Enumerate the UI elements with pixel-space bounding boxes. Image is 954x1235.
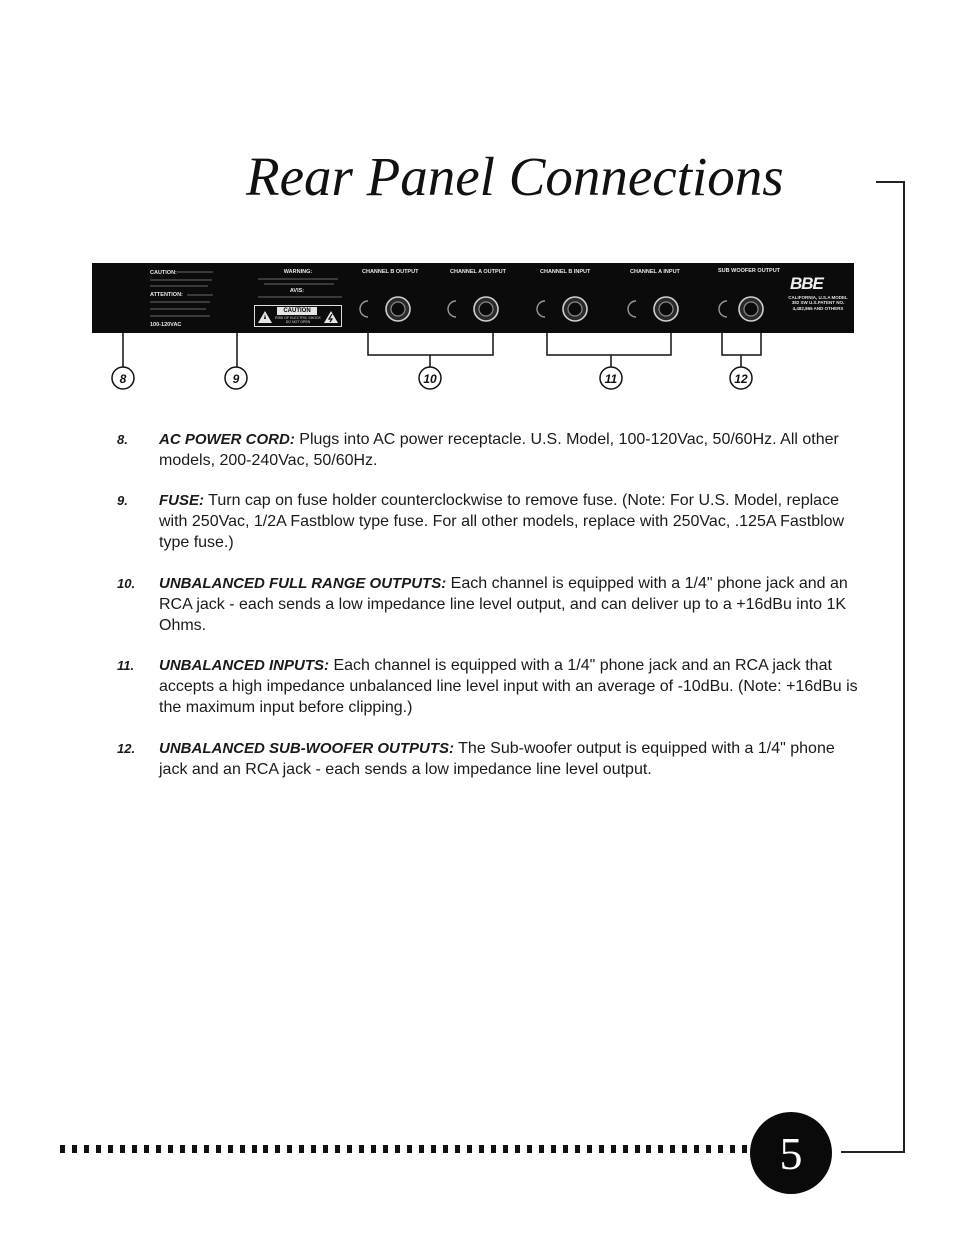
footer-dot [419,1145,424,1153]
footer-dot [694,1145,699,1153]
page-title: Rear Panel Connections [246,146,784,207]
frame-line-bottom [841,1151,905,1153]
footer-dot [706,1145,711,1153]
footer-dot [599,1145,604,1153]
item-number: 10. [117,576,136,591]
footer-dot [359,1145,364,1153]
footer-dot [216,1145,221,1153]
footer-dot [539,1145,544,1153]
footer-dot [718,1145,723,1153]
footer-dot [455,1145,460,1153]
footer-dot [287,1145,292,1153]
footer-dot [563,1145,568,1153]
footer-dot [635,1145,640,1153]
footer-dot [503,1145,508,1153]
item-term: UNBALANCED INPUTS: [159,657,329,674]
footer-dot [575,1145,580,1153]
footer-dot [228,1145,233,1153]
callout-8: 8 [119,372,127,386]
item-text [159,655,859,718]
footer-dot [443,1145,448,1153]
panel-channel-a-input-label: CHANNEL A INPUT [630,269,680,275]
panel-voltage-label: 100-120VAC [150,322,182,328]
item-term: UNBALANCED FULL RANGE OUTPUTS: [159,575,447,592]
footer-dot [515,1145,520,1153]
footer-dot [407,1145,412,1153]
footer-dot [682,1145,687,1153]
panel-warning-label: WARNING: [283,269,313,275]
panel-channel-b-input-label: CHANNEL B INPUT [540,269,591,275]
panel-caution-label: CAUTION: [150,270,177,276]
page-number-badge: 5 [750,1112,832,1194]
footer-dot [587,1145,592,1153]
footer-dot [96,1145,101,1153]
footer-dot [204,1145,209,1153]
footer-dot [132,1145,137,1153]
footer-dot [658,1145,663,1153]
callout-10: 10 [423,372,437,386]
panel-sub-woofer-output-label: SUB WOOFER OUTPUT [718,268,781,274]
item-term: UNBALANCED SUB-WOOFER OUTPUTS: [159,740,454,757]
footer-dot [623,1145,628,1153]
footer-dot [240,1145,245,1153]
item-text [159,490,859,553]
footer-dot [527,1145,532,1153]
footer-dotted-rule [60,1144,748,1154]
footer-dot [467,1145,472,1153]
item-body: Plugs into AC power receptacle. U.S. Model, 100-120Vac, 50/60Hz. All other models, 200-240Vac, 50/60Hz. [159,431,839,469]
callout-12: 12 [734,372,748,386]
caution-plate-title: CAUTION [277,307,317,315]
footer-dot [646,1145,651,1153]
bbe-logo-subtext: CALIFORNIA, U.S.A MODEL 382 SW U.S.PATENT NO. 4,482,866 AND OTHERS [788,295,848,311]
item-number: 11. [117,658,135,673]
footer-dot [347,1145,352,1153]
item-number: 8. [117,432,128,447]
panel-attention-label: ATTENTION: [150,292,183,298]
footer-dot [180,1145,185,1153]
footer-dot [144,1145,149,1153]
footer-dot [323,1145,328,1153]
footer-dot [275,1145,280,1153]
footer-dot [742,1145,747,1153]
footer-dot [84,1145,89,1153]
item-text [159,738,859,780]
footer-dot [108,1145,113,1153]
footer-dot [730,1145,735,1153]
footer-dot [192,1145,197,1153]
item-body: Turn cap on fuse holder counterclockwise to remove fuse. (Note: For U.S. Model, replace with 250Vac, 1/2A Fastblow type fuse. For all other models, replace with 250Vac, .125A Fastblow type fuse.) [159,492,845,551]
footer-dot [431,1145,436,1153]
callout-diagram [0,0,954,400]
callout-9: 9 [232,372,240,386]
footer-dot [60,1145,65,1153]
footer-dot [120,1145,125,1153]
footer-dot [551,1145,556,1153]
footer-dot [156,1145,161,1153]
caution-plate-subtext: RISK OF ELECTRIC SHOCK DO NOT OPEN [275,316,321,324]
panel-channel-a-output-label: CHANNEL A OUTPUT [450,269,507,275]
footer-dot [371,1145,376,1153]
footer-dot [168,1145,173,1153]
footer-dot [479,1145,484,1153]
footer-dot [299,1145,304,1153]
item-text [159,429,859,471]
footer-dot [72,1145,77,1153]
item-text [159,573,859,636]
footer-dot [252,1145,257,1153]
footer-dot [395,1145,400,1153]
panel-avis-label: AVIS: [289,288,305,294]
panel-channel-b-output-label: CHANNEL B OUTPUT [362,269,419,275]
footer-dot [383,1145,388,1153]
item-body: The Sub-woofer output is equipped with a 1/4" phone jack and an RCA jack - each sends a low impedance line level output. [159,740,835,778]
item-term: AC POWER CORD: [159,431,295,448]
item-body: Each channel is equipped with a 1/4" phone jack and an RCA jack - each sends a low impedance line level output, and can deliver up to a +16dBu into 1K Ohms. [159,575,848,634]
footer-dot [311,1145,316,1153]
item-number: 9. [117,493,128,508]
item-body: Each channel is equipped with a 1/4" phone jack and an RCA jack that accepts a high impedance unbalanced line level input with an average of -10dBu. (Note: +16dBu is the maximum input before clipping.) [159,657,858,716]
footer-dot [335,1145,340,1153]
footer-dot [670,1145,675,1153]
footer-dot [263,1145,268,1153]
footer-dot [611,1145,616,1153]
footer-dot [491,1145,496,1153]
item-number: 12. [117,741,136,756]
callout-11: 11 [604,372,618,386]
bbe-logo: BBE [790,274,823,293]
item-term: FUSE: [159,492,204,509]
